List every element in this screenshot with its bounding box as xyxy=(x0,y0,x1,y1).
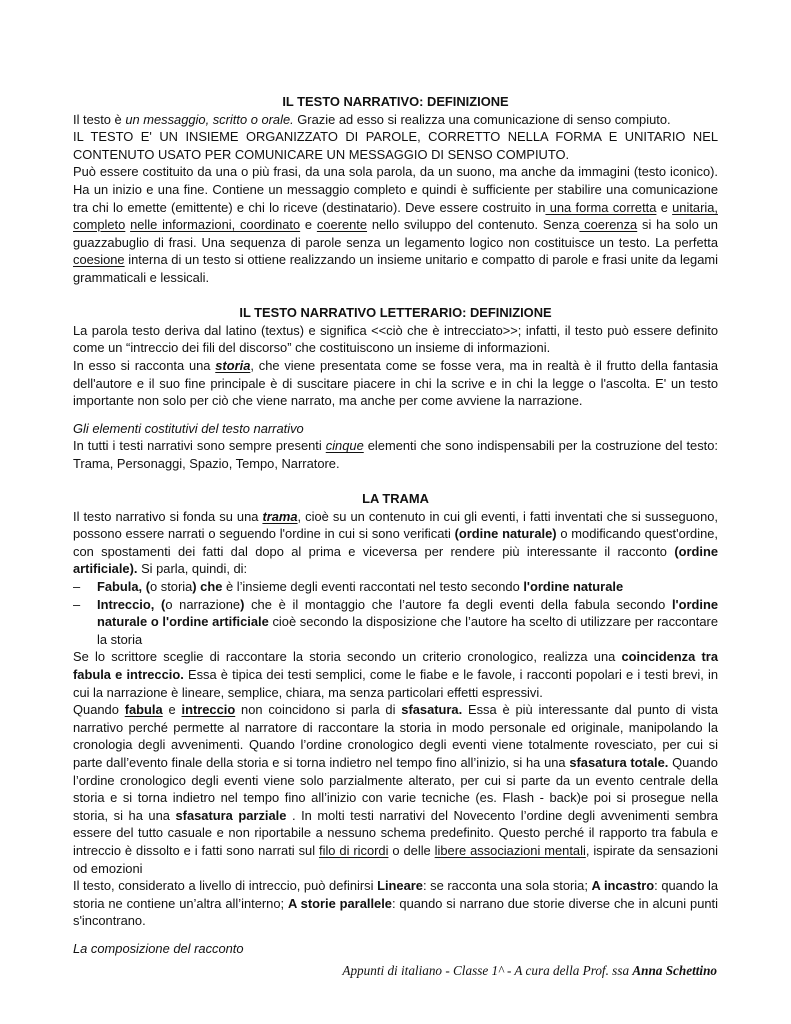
text-span: Essa è tipica dei testi semplici, come le fiabe e le favole, i racconti popolari e i testi brevi, in cui la narrazione è lineare, semplice, chiara, ma senza particolari effetti espressivi. xyxy=(73,667,718,700)
text-span: , che viene presentata come se fosse vera, ma in realtà è il frutto della fantasia dell'autore e il suo fine principale è di suscitare piacere in chi la scrive e in chi la legge o l'ascolta. E' un testo importante non solo per ciò che viene narrato, ma anche per come avviene la narrazione. xyxy=(73,357,718,409)
section-title-definizione: IL TESTO NARRATIVO: DEFINIZIONE xyxy=(282,94,509,109)
bold-span: Intreccio, ( xyxy=(97,596,166,612)
list-item-intreccio xyxy=(73,596,718,649)
text-span: Essa è più interessante dal punto di vista narrativo perché permette al narratore di raccontare la storia in modo personale ed originale, manipolando la cronologia degli avvenimenti. Quando l’ordine cronologico degli eventi viene totalmente rovesciato, per cui si parte dall’evento finale della storia e si torna indietro nel tempo fino all’inizio, si ha una xyxy=(73,702,718,770)
text-span: Quando xyxy=(73,702,125,718)
paragraph-tipologie xyxy=(73,877,718,930)
bold-span: sfasatura totale. xyxy=(569,754,669,770)
paragraph-sfasatura xyxy=(73,701,718,877)
text-span: Può essere costituito da una o più frasi, da una sola parola, da un suono, ma anche da immagini (testo iconico). Ha un inizio e una fine. Contiene un messaggio completo e quindi è sufficiente per stabilire una comunicazione tra chi lo emette (emittente) e chi lo riceve (destinatario). Deve essere costruito in xyxy=(73,164,718,215)
text-span: cioè secondo la disposizione che l’autore ha scelto di utilizzare per raccontare la storia xyxy=(97,614,719,647)
text-span: è l’insieme degli eventi raccontati nel testo secondo xyxy=(222,579,524,595)
text-span: : quando si narrano due storie diverse che in alcuni punti s'incontrano. xyxy=(73,895,718,929)
paragraph-caps: IL TESTO E' UN INSIEME ORGANIZZATO DI PAROLE, CORRETTO NELLA FORMA E UNITARIO NEL CONTENUTO USATO PER COMUNICARE UN MESSAGGIO DI SENSO COMPIUTO. xyxy=(73,129,718,162)
text-span: , cioè su un contenuto in cui gli eventi, i fatti inventati che si susseguono, possono essere narrati o seguendo l'ordine in cui si sono verificati xyxy=(73,508,718,542)
keyword-fabula: fabula xyxy=(124,702,163,718)
text-span: Si parla, quindi, di: xyxy=(137,561,248,577)
italic-span: Gli elementi costitutivi del testo narrativo xyxy=(73,420,304,436)
underlined-text: coerenza xyxy=(579,217,638,233)
page-footer xyxy=(342,962,717,980)
bold-span: coincidenza tra fabula e intreccio. xyxy=(73,649,718,682)
underlined-text: coerente xyxy=(316,217,368,233)
text-span: Il testo è xyxy=(73,111,126,127)
italic-span: La composizione del racconto xyxy=(73,940,244,956)
text-span: o storia xyxy=(150,579,193,595)
bold-span: ) che xyxy=(192,579,223,595)
list-item-fabula xyxy=(73,578,718,596)
paragraph-storia xyxy=(73,357,718,410)
italic-span: un messaggio, scritto o orale. xyxy=(125,111,294,127)
bold-span: Lineare xyxy=(377,878,423,894)
bold-span: ) xyxy=(240,596,245,612)
underlined-text: una forma corretta xyxy=(545,199,657,215)
bold-span: A storie parallele xyxy=(287,895,392,911)
text-span: e xyxy=(300,217,317,233)
text-span: : quando la storia ne contiene un’altra all’interno; xyxy=(73,878,718,911)
footer-author: Anna Schettino xyxy=(632,963,717,978)
underlined-text: coesione xyxy=(73,252,125,268)
footer-text: Appunti di italiano - Classe 1^ - A cura della Prof. ssa xyxy=(342,963,633,978)
subheading-elementi xyxy=(73,420,718,438)
bold-span: (ordine naturale) xyxy=(454,526,557,542)
bold-span: A incastro xyxy=(591,878,655,894)
paragraph-etymology: La parola testo deriva dal latino (textus) e significa <<ciò che è intrecciato>>; infatti, il testo può essere definito come un “intreccio dei fili del discorso” che costituiscono un insieme di informazioni. xyxy=(73,322,718,356)
text-span: Grazie ad esso si realizza una comunicazione di senso compiuto. xyxy=(293,111,671,127)
bold-span: sfasatura. xyxy=(401,702,463,718)
text-span: Il testo narrativo si fonda su una xyxy=(73,508,263,524)
bullet-list xyxy=(73,578,718,648)
bold-span: l'ordine naturale xyxy=(523,579,624,595)
text-span: nello sviluppo del contenuto. Senza xyxy=(367,217,580,233)
bold-span: (ordine artificiale). xyxy=(73,543,718,577)
subheading-composizione xyxy=(73,940,718,958)
underlined-text: unitaria, completo xyxy=(73,199,718,233)
text-span: o delle xyxy=(388,842,435,858)
bold-span: l'ordine naturale o l'ordine artificiale xyxy=(97,596,718,630)
text-span: In tutti i testi narrativi sono sempre presenti xyxy=(73,438,326,454)
spacer xyxy=(73,410,718,420)
text-span: , ispirate da sensazioni od emozioni xyxy=(73,842,718,876)
text-span: Se lo scrittore sceglie di raccontare la storia secondo un criterio cronologico, realizza una xyxy=(73,649,622,665)
section-title-letterario: IL TESTO NARRATIVO LETTERARIO: DEFINIZIONE xyxy=(239,305,552,321)
keyword-trama: trama xyxy=(262,508,298,524)
text-span: : se racconta una sola storia; xyxy=(422,878,592,894)
text-span: . In molti testi narrativi del Novecento l’ordine degli avvenimenti sembra essere del tutto casuale e non riportabile a nessuno schema predefinito. Questo perché il rapporto tra fabula e intreccio è dissolto e i fatti sono narrati sul xyxy=(73,807,718,858)
section-title-trama: LA TRAMA xyxy=(362,491,429,507)
paragraph-description xyxy=(73,163,718,286)
spacer xyxy=(73,472,718,490)
text-span: o narrazione xyxy=(165,596,241,612)
text-span: si ha solo un guazzabuglio di frasi. Una sequenza di parole senza un legamento logico non costituisce un testo. La perfetta xyxy=(73,217,718,250)
keyword-intreccio: intreccio xyxy=(181,702,236,718)
paragraph-elementi xyxy=(73,437,718,472)
text-span: o modificando quest'ordine, con spostamenti dei fatti dal dopo al prima e viceversa per rendere più interessante il racconto xyxy=(73,526,718,559)
paragraph-trama xyxy=(73,508,718,578)
text-span: e xyxy=(656,199,673,215)
text-span: interna di un testo si ottiene realizzando un insieme unitario e compatto di parole e frasi unite da legami grammaticali e lessicali. xyxy=(73,252,718,285)
text-span: elementi che sono indispensabili per la costruzione del testo: Trama, Personaggi, Spazio, Tempo, Narratore. xyxy=(73,438,718,471)
text-span: e xyxy=(162,702,182,718)
text-span: Il testo, considerato a livello di intreccio, può definirsi xyxy=(73,878,378,894)
bold-span: Fabula, ( xyxy=(97,579,150,595)
bold-span: sfasatura parziale xyxy=(175,807,287,823)
text-span: che è il montaggio che l’autore fa degli eventi della fabula secondo xyxy=(244,596,672,612)
paragraph-definition xyxy=(73,111,718,129)
underlined-text: nelle informazioni, coordinato xyxy=(130,217,301,233)
spacer xyxy=(73,930,718,940)
underlined-text: libere associazioni mentali xyxy=(434,842,586,858)
spacer xyxy=(73,287,718,305)
text-span: In esso si racconta una xyxy=(73,357,216,373)
underlined-text: filo di ricordi xyxy=(319,842,389,858)
text-span: non coincidono si parla di xyxy=(235,702,402,718)
text-span: Quando l’ordine cronologico degli eventi viene solo parzialmente alterato, per cui si parte da un evento centrale della storia e si torna indietro nel tempo fino all’inizio con varie tecniche (es. Flash - back)e poi si prosegue nella storia, si ha una xyxy=(73,754,718,823)
keyword-storia: storia xyxy=(215,357,251,373)
keyword-cinque: cinque xyxy=(325,438,364,454)
paragraph-coincidenza xyxy=(73,648,718,701)
